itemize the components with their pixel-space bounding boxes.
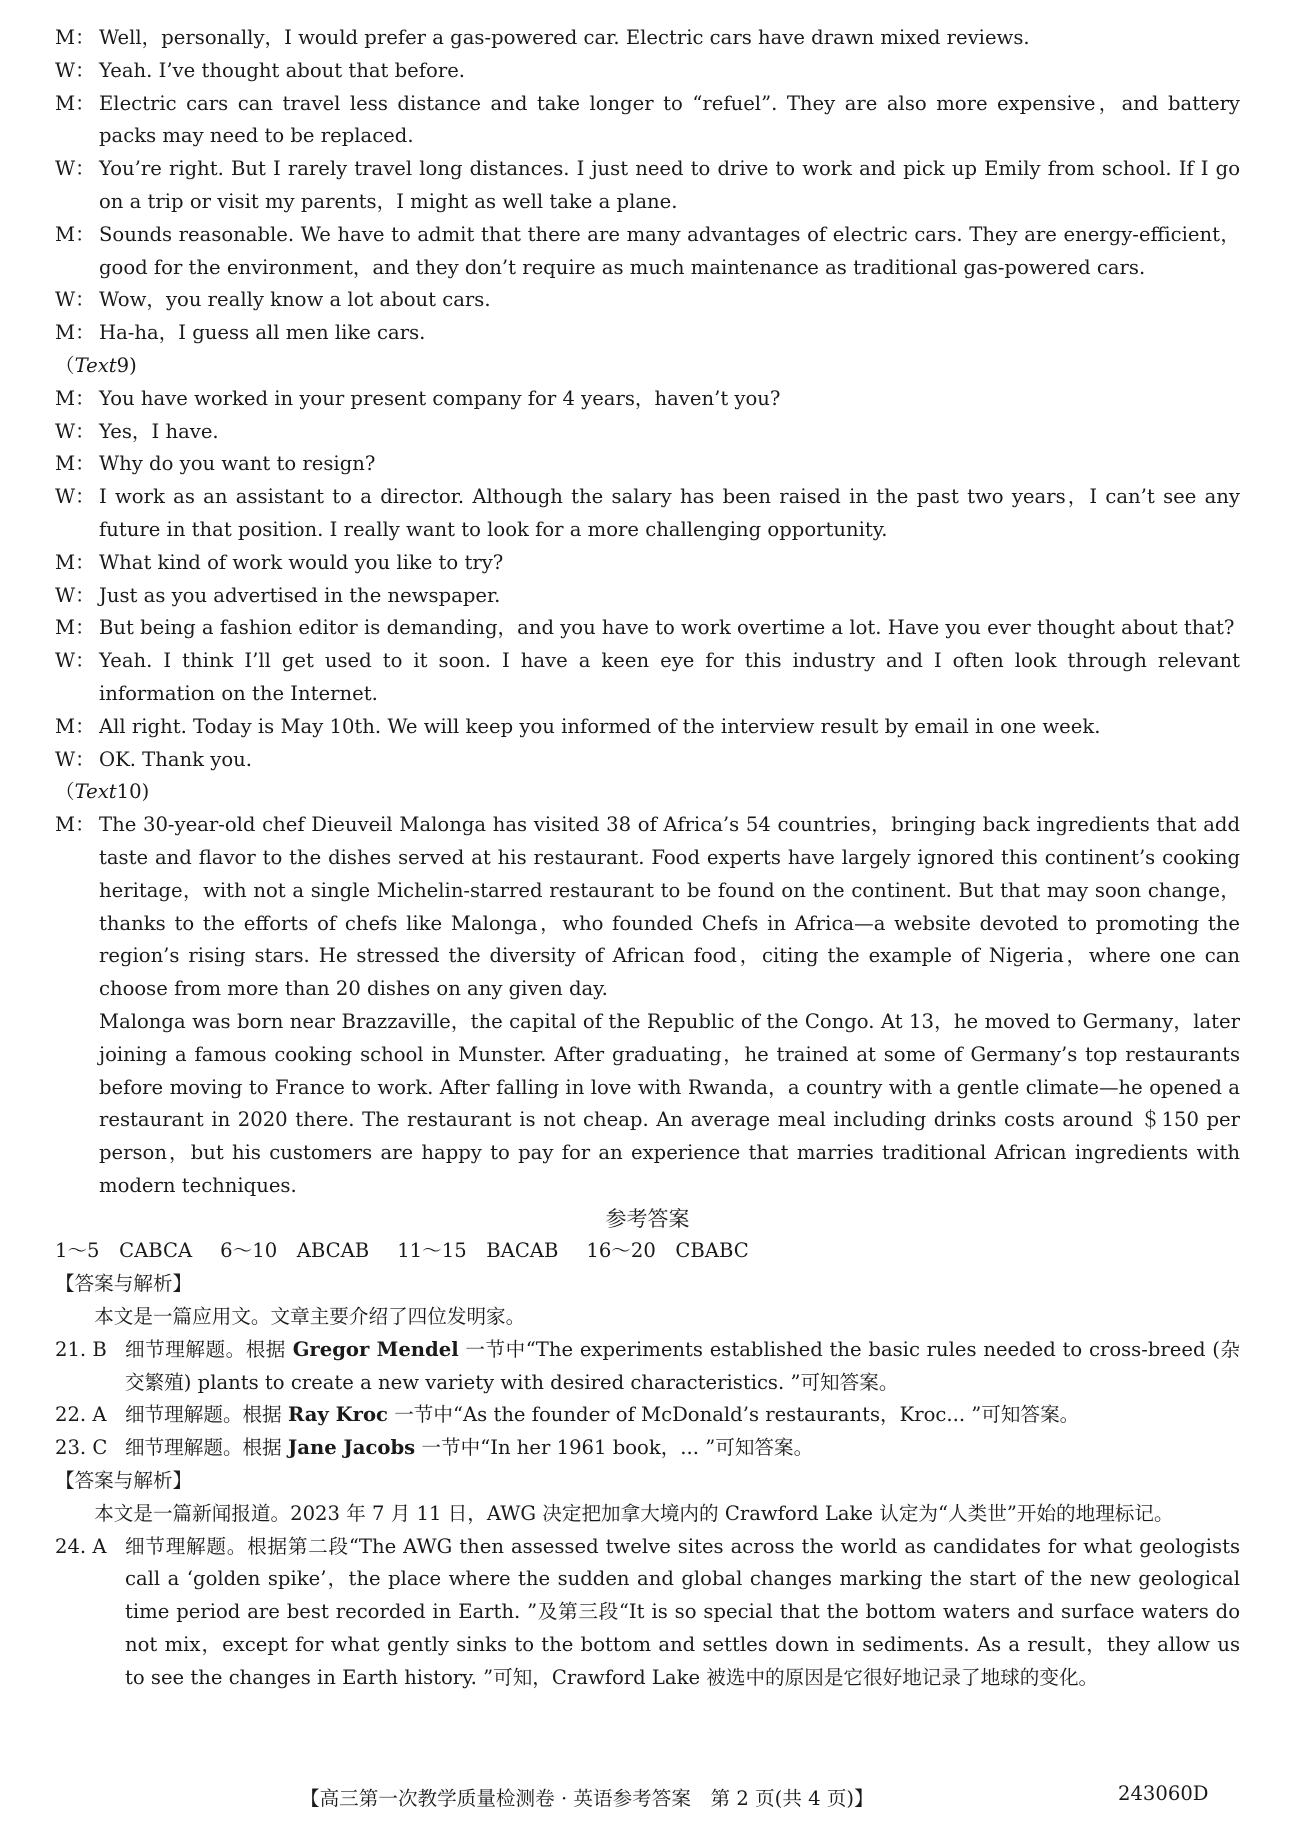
- dialogue-text: Why do you want to resign?: [99, 452, 376, 476]
- dialogue-text: OK. Thank you.: [99, 747, 252, 771]
- answer-group: 1～5 CABCA: [55, 1239, 193, 1263]
- dialogue-text: Yeah. I’ve thought about that before.: [99, 58, 466, 82]
- explanation-post: 一节中“The experiments established the basic rules needed to cross-breed (杂交繁殖) plants to create a new variety with desired characteristics. ”可知答案。: [125, 1337, 1241, 1394]
- dialogue-line: [55, 744, 1240, 777]
- section-heading: 【答案与解析】: [55, 1272, 193, 1296]
- dialogue-text: Well，personally，I would prefer a gas-powered car. Electric cars have drawn mixed reviews.: [99, 26, 1030, 49]
- speaker-label: W：: [55, 649, 95, 673]
- section-intro: 本文是一篇新闻报道。2023 年 7 月 11 日，AWG 决定把加拿大境内的 Crawford Lake 认定为“人类世”开始的地理标记。: [94, 1501, 1174, 1525]
- speaker-label: M：: [55, 452, 95, 476]
- speaker-label: M：: [55, 321, 95, 345]
- answer-key: [55, 1235, 1240, 1268]
- speaker-label: M：: [55, 386, 95, 410]
- dialogue-line: [55, 22, 1240, 55]
- dialogue-line: [55, 416, 1240, 449]
- monologue-text: The 30-year-old chef Dieuveil Malonga has visited 38 of Africa’s 54 countries，bringing back ingredients that add taste and flavor to the dishes served at his restaurant. Food experts have largely ignored this continent’s cooking heritage，with not a single Michelin-starred restaurant to be found on the continent. But that may soon change，thanks to the efforts of chefs like Malonga，who founded Chefs in Africa—a website devoted to promoting the region’s rising stars. He stressed the diversity of African food，citing the example of Nigeria，where one can choose from more than 20 dishes on any given day.: [99, 813, 1240, 1001]
- dialogue-line: [55, 580, 1240, 613]
- section-heading: 【答案与解析】: [55, 1469, 193, 1493]
- speaker-label: M：: [55, 26, 95, 49]
- explanation-pre: 细节理解题。根据: [125, 1337, 293, 1361]
- speaker-label: W：: [55, 58, 95, 82]
- dialogue-line: [55, 645, 1240, 711]
- footer-title: 【高三第一次教学质量检测卷 · 英语参考答案 第 2 页(共 4 页)】: [300, 1787, 874, 1810]
- speaker-label: M：: [55, 550, 95, 574]
- speaker-label: M：: [55, 222, 95, 246]
- dialogue-text: Wow，you really know a lot about cars.: [99, 288, 491, 312]
- dialogue-text: Yeah. I think I’ll get used to it soon. I have a keen eye for this industry and I often look through relevant information on the Internet.: [99, 649, 1240, 705]
- monologue-paragraph-1: [55, 809, 1240, 1006]
- answer-item: [55, 1531, 1240, 1695]
- answer-item: [55, 1399, 1240, 1432]
- explanation-pre: 细节理解题。根据: [125, 1436, 288, 1460]
- answer-item: [55, 1432, 1240, 1465]
- explanation-post: 一节中“As the founder of McDonald’s restaurants，Kroc... ”可知答案。: [387, 1403, 1080, 1427]
- answer-item: [55, 1334, 1240, 1400]
- speaker-label: M：: [55, 91, 95, 115]
- explanation-text: [125, 1399, 1240, 1432]
- speaker-label: W：: [55, 419, 95, 443]
- dialogue-text: I work as an assistant to a director. Although the salary has been raised in the past two years，I can’t see any future in that position. I really want to look for a more challenging opportunity.: [99, 485, 1240, 541]
- speaker-label: W：: [55, 747, 95, 771]
- footer-code: 243060D: [1118, 1782, 1209, 1805]
- dialogue-line: [55, 55, 1240, 88]
- dialogue-text: Ha-ha，I guess all men like cars.: [99, 321, 426, 345]
- dialogue-text: All right. Today is May 10th. We will keep you informed of the interview result by email in one week.: [99, 714, 1101, 738]
- dialogue-line: [55, 711, 1240, 744]
- speaker-label: W：: [55, 288, 95, 312]
- section-intro: 本文是一篇应用文。文章主要介绍了四位发明家。: [94, 1305, 526, 1329]
- explanation-post: 一节中“In her 1961 book，... ”可知答案。: [415, 1436, 814, 1460]
- speaker-label: M：: [55, 813, 95, 837]
- dialogue-text: But being a fashion editor is demanding，and you have to work overtime a lot. Have you ever thought about that?: [99, 616, 1235, 640]
- speaker-label: W：: [55, 157, 95, 181]
- page-content: [55, 22, 1240, 1695]
- question-number: 24. A: [55, 1534, 107, 1558]
- question-number: 22. A: [55, 1403, 107, 1427]
- explanation-pre: 细节理解题。根据: [125, 1403, 288, 1427]
- speaker-label: M：: [55, 616, 95, 640]
- section-name: Ray Kroc: [287, 1403, 388, 1427]
- text-9-label: （ Text 9): [55, 353, 137, 377]
- explanation-text: [125, 1432, 1240, 1465]
- dialogue-text: Electric cars can travel less distance and take longer to “refuel”. They are also more expensive，and battery packs may need to be replaced.: [99, 91, 1240, 148]
- dialogue-line: [55, 219, 1240, 285]
- speaker-label: W：: [55, 583, 95, 607]
- dialogue-text: Yes，I have.: [99, 419, 219, 443]
- monologue-paragraph-2: Malonga was born near Brazzaville，the capital of the Republic of the Congo. At 13，he moved to Germany，later joining a famous cooking school in Munster. After graduating，he trained at some of Germany’s top restaurants before moving to France to work. After falling in love with Rwanda，a country with a gentle climate—he opened a restaurant in 2020 there. The restaurant is not cheap. An average meal including drinks costs around ＄150 per person，but his customers are happy to pay for an experience that marries traditional African ingredients with modern techniques.: [99, 1009, 1240, 1197]
- dialogue-text: What kind of work would you like to try?: [99, 550, 504, 574]
- dialogue-line: [55, 481, 1240, 547]
- dialogue-text-9: [55, 383, 1240, 777]
- dialogue-text: You have worked in your present company for 4 years，haven’t you?: [99, 386, 781, 410]
- dialogue-line: [55, 153, 1240, 219]
- section-1-items: [55, 1334, 1240, 1465]
- dialogue-text: You’re right. But I rarely travel long distances. I just need to drive to work and pick up Emily from school. If I go on a trip or visit my parents，I might as well take a plane.: [99, 157, 1240, 213]
- dialogue-text: Sounds reasonable. We have to admit that there are many advantages of electric cars. They are energy-efficient，good for the environment，and they don’t require as much maintenance as traditional gas-powered cars.: [99, 222, 1240, 279]
- question-number: 23. C: [55, 1436, 108, 1460]
- explanation-text: [125, 1334, 1240, 1400]
- question-number: 21. B: [55, 1337, 107, 1361]
- speaker-label: W：: [55, 485, 95, 509]
- dialogue-line: [55, 88, 1240, 154]
- answer-group: 11～15 BACAB: [397, 1239, 559, 1263]
- answer-group: 16～20 CBABC: [586, 1239, 749, 1263]
- dialogue-line: [55, 448, 1240, 481]
- explanation-text: 细节理解题。根据第二段“The AWG then assessed twelve sites across the world as candidates for what geologists call a ‘golden spike’，the place where the sudden and global changes marking the start of the new geological time period are best recorded in Earth. ”及第三段“It is so special that the bottom waters and surface waters do not mix，except for what gently sinks to the bottom and settles down in sediments. As a result，they allow us to see the changes in Earth history. ”可知，Crawford Lake 被选中的原因是它很好地记录了地球的变化。: [125, 1534, 1240, 1689]
- answer-group: 6～10 ABCAB: [220, 1239, 370, 1263]
- text-10-label: （ Text 10): [55, 780, 150, 804]
- dialogue-text: Just as you advertised in the newspaper.: [99, 583, 501, 607]
- dialogue-line: [55, 612, 1240, 645]
- speaker-label: M：: [55, 714, 95, 738]
- dialogue-line: [55, 317, 1240, 350]
- dialogue-line: [55, 547, 1240, 580]
- dialogue-line: [55, 383, 1240, 416]
- section-2-items: [55, 1531, 1240, 1695]
- section-name: Gregor Mendel: [292, 1337, 459, 1361]
- dialogue-text-8: [55, 22, 1240, 350]
- section-name: Jane Jacobs: [287, 1436, 416, 1460]
- dialogue-line: [55, 284, 1240, 317]
- answer-title: 参考答案: [605, 1206, 690, 1231]
